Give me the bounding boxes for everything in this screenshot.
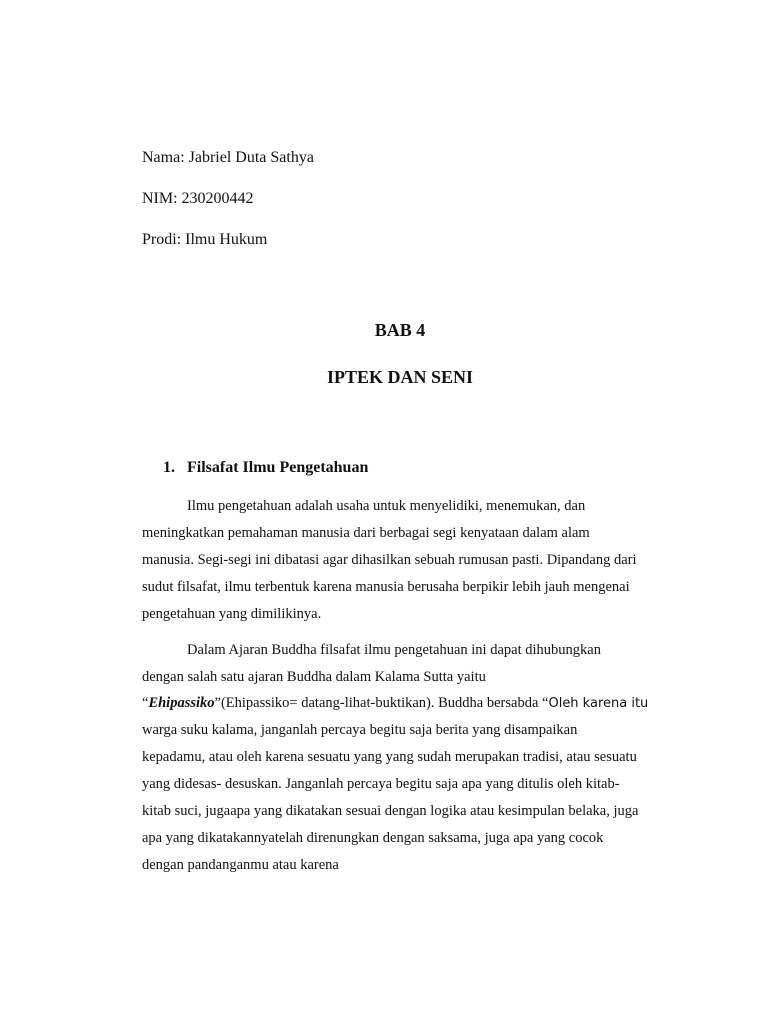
chapter-title: BAB 4 bbox=[374, 320, 426, 340]
paragraph-line: sudut filsafat, ilmu terbentuk karena manusia berusaha berpikir lebih jauh mengenai bbox=[142, 579, 630, 595]
paragraph-line: kepadamu, atau oleh karena sesuatu yang yang sudah merupakan tradisi, atau sesuatu bbox=[142, 749, 637, 765]
chapter-topic: IPTEK DAN SENI bbox=[326, 367, 474, 387]
paragraph-line: Ilmu pengetahuan adalah usaha untuk menyelidiki, menemukan, dan bbox=[187, 498, 586, 514]
line-text: ”(Ehipassiko= datang-lihat-buktikan). Buddha bersabda “ bbox=[214, 695, 549, 711]
ehipassiko-term: Ehipassiko bbox=[148, 695, 215, 711]
paragraph-line: dengan salah satu ajaran Buddha dalam Kalama Sutta yaitu bbox=[142, 669, 486, 685]
student-nim: NIM: 230200442 bbox=[142, 190, 254, 207]
study-program: Prodi: Ilmu Hukum bbox=[142, 231, 268, 248]
paragraph-line: manusia. Segi-segi ini dibatasi agar dihasilkan sebuah rumusan pasti. Dipandang dari bbox=[142, 552, 637, 568]
paragraph-line: warga suku kalama, janganlah percaya begitu saja berita yang disampaikan bbox=[142, 722, 578, 738]
paragraph-line: kitab suci, jugaapa yang dikatakan sesuai dengan logika atau kesimpulan belaka, juga bbox=[142, 803, 639, 819]
student-name: Nama: Jabriel Duta Sathya bbox=[142, 149, 314, 166]
section-number: 1. bbox=[163, 459, 175, 476]
paragraph-line: meningkatkan pemahaman manusia dari berbagai segi kenyataan dalam alam bbox=[142, 525, 590, 541]
section-title: Filsafat Ilmu Pengetahuan bbox=[187, 459, 369, 476]
paragraph-line: yang didesas- desuskan. Janganlah percaya begitu saja apa yang ditulis oleh kitab- bbox=[142, 776, 620, 792]
open-quote: “ bbox=[142, 695, 149, 711]
paragraph-line-ehipassiko bbox=[142, 694, 648, 713]
paragraph-line: dengan pandanganmu atau karena bbox=[142, 857, 339, 873]
paragraph-line: apa yang dikatakannyatelah direnungkan dengan saksama, juga apa yang cocok bbox=[142, 830, 604, 846]
paragraph-line: pengetahuan yang dimilikinya. bbox=[142, 606, 322, 622]
paragraph-line: Dalam Ajaran Buddha filsafat ilmu pengetahuan ini dapat dihubungkan bbox=[187, 642, 601, 658]
section-heading bbox=[163, 458, 368, 478]
quote-start-text: Oleh karena itu bbox=[548, 696, 649, 711]
